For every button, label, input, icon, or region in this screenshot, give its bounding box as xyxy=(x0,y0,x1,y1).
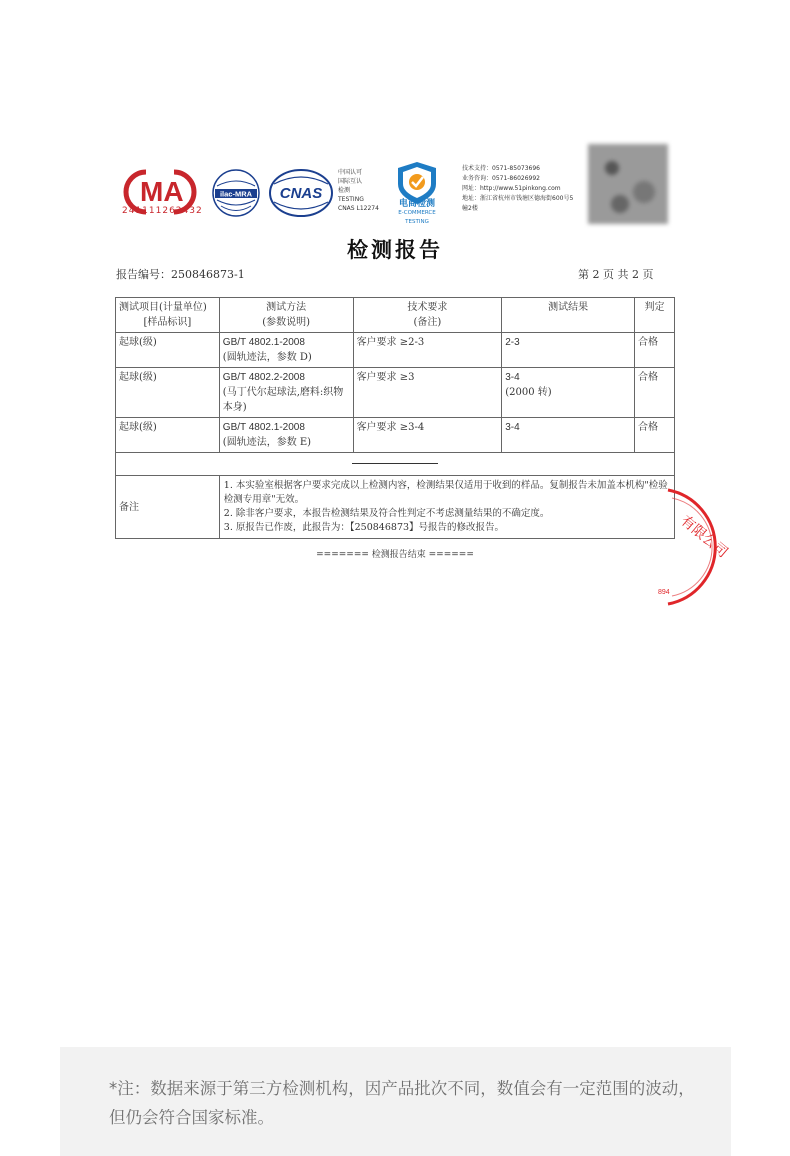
table-row xyxy=(116,333,675,368)
result-note: (2000 转) xyxy=(505,387,552,398)
cell-result xyxy=(502,368,635,418)
method-param: 本身) xyxy=(222,402,247,413)
contact-info xyxy=(462,164,590,214)
header-requirement xyxy=(353,298,502,333)
cell-method xyxy=(219,418,353,453)
spacer-cell xyxy=(116,453,675,476)
cell-method xyxy=(219,333,353,368)
table-row xyxy=(116,368,675,418)
method-standard: GB/T 4802.2-2008 xyxy=(222,372,305,383)
divider-line xyxy=(352,463,438,464)
table-header-row xyxy=(116,298,675,333)
cnas-line: 国际互认 xyxy=(338,178,363,185)
cnas-logo xyxy=(268,168,334,218)
contact-line: 技术支持：0571-85073696 xyxy=(462,165,540,172)
cell-method xyxy=(219,368,353,418)
cell-requirement: 客户要求 ≥3 xyxy=(353,368,502,418)
test-results-table xyxy=(115,297,675,539)
cell-judgement: 合格 xyxy=(635,333,675,368)
seal-text: 有限公司 xyxy=(677,512,731,562)
remark-item: 3. 原报告已作废，此报告为：【250846873】号报告的修改报告。 xyxy=(223,522,505,533)
header-requirement-label: 技术要求 xyxy=(407,302,448,313)
header-judgement: 判定 xyxy=(635,298,675,333)
cell-result: 3-4 xyxy=(502,418,635,453)
cma-code: 241111262432 xyxy=(122,206,203,216)
seal-code: 894 xyxy=(658,589,670,596)
ilac-mra-logo xyxy=(211,168,261,218)
header-method-label: 测试方法 xyxy=(266,302,307,313)
remark-content xyxy=(219,476,674,539)
ec-label-en: E-COMMERCE TESTING xyxy=(398,210,436,225)
cell-judgement: 合格 xyxy=(635,368,675,418)
contact-line: 网址：http://www.51pinkong.com xyxy=(462,185,561,192)
report-number: 报告编号：250846873-1 xyxy=(116,268,245,281)
ilac-text: ilac-MRA xyxy=(219,189,253,199)
qr-code-blurred xyxy=(588,144,668,224)
cma-letters: MA xyxy=(140,176,184,207)
cnas-line: TESTING xyxy=(338,196,364,203)
contact-line: 地址：浙江省杭州市钱塘区德海街600号5 xyxy=(462,195,574,202)
page-number: 第 2 页 共 2 页 xyxy=(578,268,654,281)
ec-label-cn: 电商检测 xyxy=(398,199,435,209)
footnote-text: *注：数据来源于第三方检测机构，因产品批次不同，数值会有一定范围的波动，但仍会符合国家标准。 xyxy=(109,1079,695,1127)
header-requirement-sub: (备注) xyxy=(413,317,442,328)
cnas-text: CNAS xyxy=(279,185,323,202)
cell-judgement: 合格 xyxy=(635,418,675,453)
header-result: 测试结果 xyxy=(502,298,635,333)
cell-requirement: 客户要求 ≥2-3 xyxy=(353,333,502,368)
remark-item: 2. 除非客户要求，本报告检测结果及符合性判定不考虑测量结果的不确定度。 xyxy=(223,508,550,519)
header-item-sub: [样品标识] xyxy=(143,317,192,328)
contact-line: 业务咨询：0571-86026992 xyxy=(462,175,540,182)
cnas-line: 检测 xyxy=(338,187,351,194)
remark-item: 1. 本实验室根据客户要求完成以上检测内容，检测结果仅适用于收到的样品。复制报告未加盖本机构"检验检测专用章"无效。 xyxy=(223,480,668,505)
cnas-line: CNAS L12274 xyxy=(338,205,379,212)
method-param: (圆轨迹法，参数 E) xyxy=(222,437,312,448)
document-title: 检测报告 xyxy=(347,237,443,262)
header-method-sub: (参数说明) xyxy=(262,317,311,328)
method-standard: GB/T 4802.1-2008 xyxy=(222,337,305,348)
cell-requirement: 客户要求 ≥3-4 xyxy=(353,418,502,453)
method-standard: GB/T 4802.1-2008 xyxy=(222,422,305,433)
cell-item: 起球(级) xyxy=(116,368,220,418)
method-param: (马丁代尔起球法,磨料:织物 xyxy=(222,387,344,398)
table-row xyxy=(116,418,675,453)
header-item-label: 测试项目(计量单位) xyxy=(119,302,207,313)
table-spacer-row xyxy=(116,453,675,476)
cell-item: 起球(级) xyxy=(116,333,220,368)
remarks-row xyxy=(116,476,675,539)
cell-result: 2-3 xyxy=(502,333,635,368)
cell-item: 起球(级) xyxy=(116,418,220,453)
cnas-accreditation-text xyxy=(338,168,386,213)
report-end-line: ======= 检测报告结束 ====== xyxy=(316,550,474,560)
cnas-line: 中国认可 xyxy=(338,169,363,176)
ecommerce-testing-label xyxy=(388,200,446,227)
header-item xyxy=(116,298,220,333)
method-param: (圆轨迹法，参数 D) xyxy=(222,352,312,363)
remark-label: 备注 xyxy=(116,476,220,539)
result-value: 3-4 xyxy=(505,372,520,383)
official-seal-stamp xyxy=(628,482,731,612)
contact-line: 幢2楼 xyxy=(462,205,478,212)
header-method xyxy=(219,298,353,333)
